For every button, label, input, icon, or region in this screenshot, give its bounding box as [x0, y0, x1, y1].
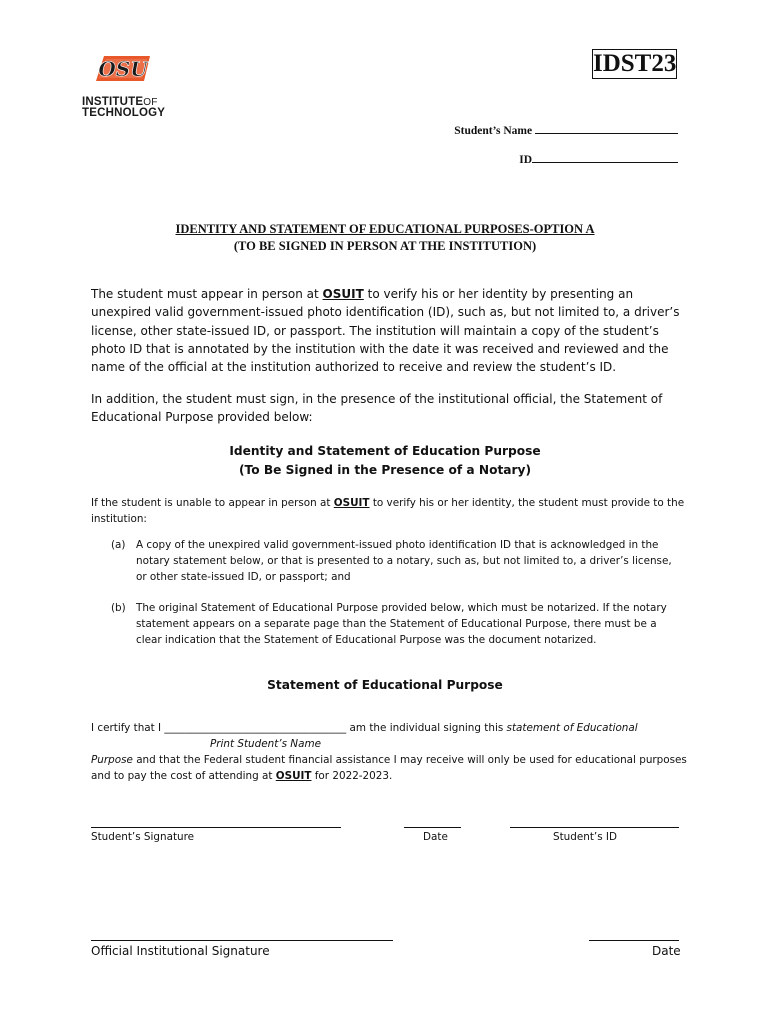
document-title [0, 222, 770, 237]
purpose-year: for 2022-2023. [311, 770, 393, 782]
notary-heading-1: Identity and Statement of Education Purpose [229, 444, 541, 458]
logo-line-technology: TECHNOLOGY [82, 107, 166, 119]
certify-italic: statement of Educational [506, 722, 638, 734]
official-date-label: Date [652, 944, 681, 958]
certify-start: I certify that I [91, 722, 165, 734]
intro-p1-start: The student must appear in person at [91, 287, 323, 301]
list-item-text: The original Statement of Educational Purpose provided below, which must be notarized. If the notary statement appears on a separate page than the Statement of Educational Purpose, there must be a clear indication that the Statement of Educational Purpose was the document notarized. [136, 602, 667, 646]
intro-paragraph-1 [91, 285, 691, 376]
purpose-paragraph [91, 752, 691, 784]
student-id-label: ID [519, 154, 532, 166]
osu-logo [92, 53, 152, 87]
official-date-line[interactable] [589, 940, 679, 941]
student-name-field[interactable] [454, 123, 678, 137]
student-name-label: Student’s Name [454, 125, 533, 137]
print-name-blank[interactable]: ___________________________________ [164, 722, 347, 734]
purpose-italic: Purpose [91, 754, 133, 766]
student-name-blank[interactable] [535, 123, 678, 134]
student-signature-line[interactable] [91, 827, 341, 828]
certify-line [91, 720, 691, 736]
institution-name: OSUIT [322, 287, 364, 301]
student-id-blank[interactable] [532, 152, 678, 163]
notary-paragraph [91, 495, 691, 527]
form-code-box: IDST23 [593, 50, 677, 77]
institution-name: OSUIT [275, 770, 312, 782]
institution-name: OSUIT [333, 497, 370, 509]
date-label: Date [423, 831, 448, 843]
student-id-line[interactable] [510, 827, 679, 828]
logo-of-text: OF [143, 97, 158, 108]
list-item [111, 601, 681, 648]
osu-logo-icon [92, 53, 152, 87]
official-signature-label: Official Institutional Signature [91, 944, 270, 958]
intro-p1-rest: to verify his or her identity by presenting an unexpired valid government-issued photo identification (ID), such as, but not limited to, a driver’s license, other state-issued ID, or passport. The institution will maintain a copy of the student’s photo ID that is annotated by the institution with the date it was received and reviewed and the name of the official at the institution authorized to receive and review the student’s ID. [91, 287, 680, 375]
title-line-1: IDENTITY AND STATEMENT OF EDUCATIONAL PURPOSES-OPTION A [175, 222, 595, 236]
svg-text:OSU: OSU [98, 57, 148, 81]
list-item [111, 538, 681, 585]
logo-institute-text: INSTITUTE [82, 96, 144, 108]
official-signature-line[interactable] [91, 940, 393, 941]
notary-p-start: If the student is unable to appear in person at [91, 497, 334, 509]
statement-heading: Statement of Educational Purpose [267, 678, 503, 692]
purpose-text: and that the Federal student financial assistance I may receive will only be used for educational purposes and to pay the cost of attending at [91, 754, 687, 782]
print-name-label: Print Student’s Name [210, 738, 321, 750]
notary-p-rest: to verify his or her identity, the student must provide to the institution: [91, 497, 685, 525]
document-subtitle: (TO BE SIGNED IN PERSON AT THE INSTITUTION) [233, 239, 537, 253]
list-item-text: A copy of the unexpired valid government-issued photo identification ID that is acknowledged in the notary statement below, or that is presented to a notary, such as, but not limited to, a driver’s license, or other state-issued ID, or passport; and [136, 539, 672, 583]
list-item-label: (b) [111, 602, 126, 614]
certify-middle: am the individual signing this [346, 722, 507, 734]
date-line[interactable] [404, 827, 461, 828]
list-item-label: (a) [111, 539, 126, 551]
student-id-label: Student’s ID [553, 831, 617, 843]
intro-paragraph-2: In addition, the student must sign, in the presence of the institutional official, the Statement of Educational Purpose provided below: [91, 392, 663, 425]
student-id-field[interactable] [519, 152, 678, 166]
notary-heading-2: (To Be Signed in the Presence of a Notary) [238, 463, 532, 477]
student-signature-label: Student’s Signature [91, 831, 195, 843]
